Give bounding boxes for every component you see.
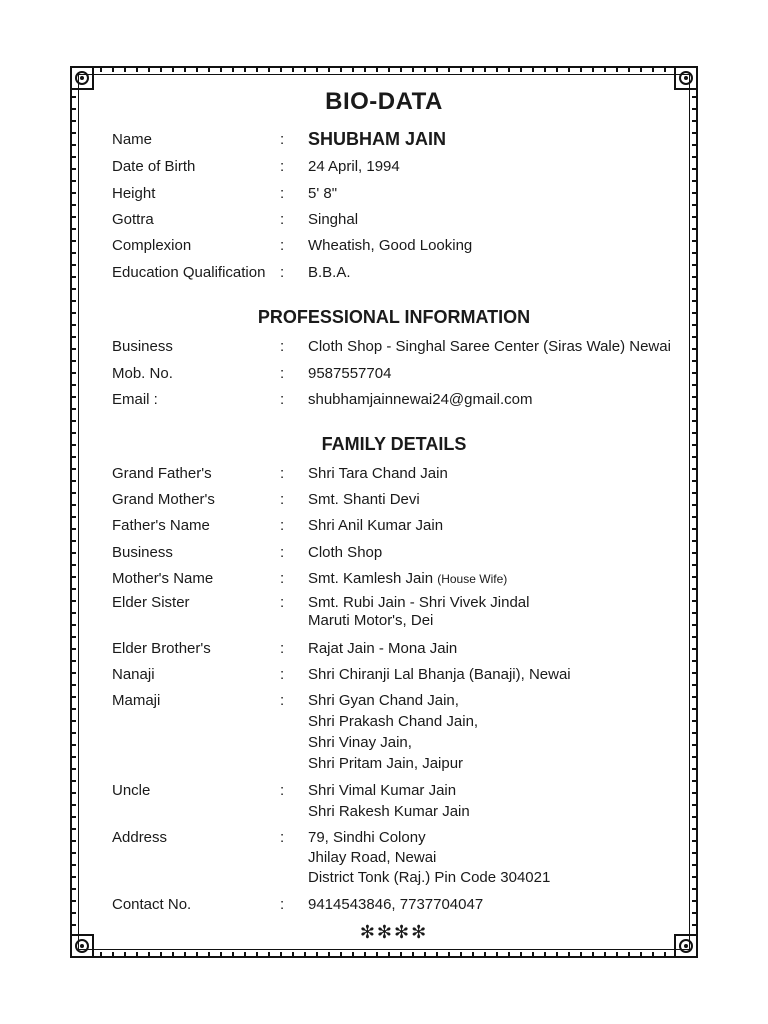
separator: : bbox=[280, 365, 285, 382]
field-label: Address bbox=[112, 829, 168, 846]
field-value: Shri Tara Chand Jain bbox=[308, 465, 448, 482]
field-label: Business bbox=[112, 544, 173, 561]
separator: : bbox=[280, 264, 285, 281]
field-label: Name bbox=[112, 131, 153, 148]
separator: : bbox=[280, 391, 285, 408]
field-label: Education Qualification bbox=[112, 264, 266, 281]
field-value: Shri Chiranji Lal Bhanja (Banaji), Newai bbox=[308, 666, 571, 683]
value-line: Shri Vinay Jain, bbox=[308, 734, 412, 751]
field-label: Grand Father's bbox=[112, 465, 212, 482]
field-label: Elder Sister bbox=[112, 594, 190, 611]
field-value bbox=[308, 594, 529, 630]
mother-note: (House Wife) bbox=[437, 572, 508, 586]
field-value: 9414543846, 7737704047 bbox=[308, 896, 484, 913]
border-dots-bottom bbox=[100, 952, 668, 956]
field-value: Rajat Jain - Mona Jain bbox=[308, 640, 458, 657]
field-label: Elder Brother's bbox=[112, 640, 211, 657]
value-line: Shri Prakash Chand Jain, bbox=[308, 713, 479, 730]
separator: : bbox=[280, 570, 285, 587]
field-label: Grand Mother's bbox=[112, 491, 215, 508]
separator: : bbox=[280, 896, 285, 913]
separator: : bbox=[280, 517, 285, 534]
field-value: SHUBHAM JAIN bbox=[308, 129, 447, 149]
separator: : bbox=[280, 594, 285, 611]
field-label: Email : bbox=[112, 391, 158, 408]
separator: : bbox=[280, 211, 285, 228]
field-value: Singhal bbox=[308, 211, 359, 228]
field-value: Cloth Shop - Singhal Saree Center (Siras Wale) Newai bbox=[308, 338, 671, 355]
field-value: Wheatish, Good Looking bbox=[308, 237, 473, 254]
section-heading-professional: PROFESSIONAL INFORMATION bbox=[257, 307, 531, 327]
field-value: Smt. Shanti Devi bbox=[308, 491, 420, 508]
border-dots-right bbox=[692, 96, 696, 928]
separator: : bbox=[280, 782, 285, 799]
field-label: Father's Name bbox=[112, 517, 210, 534]
field-value bbox=[308, 780, 470, 822]
field-value: 9587557704 bbox=[308, 365, 392, 382]
footer-stars: ✻✻✻✻ bbox=[359, 922, 429, 942]
field-value bbox=[308, 568, 507, 590]
separator: : bbox=[280, 544, 285, 561]
field-label: Mother's Name bbox=[112, 570, 214, 587]
separator: : bbox=[280, 131, 285, 148]
value-line: Maruti Motor's, Dei bbox=[308, 612, 434, 629]
field-label: Mob. No. bbox=[112, 365, 173, 382]
separator: : bbox=[280, 237, 285, 254]
field-label: Uncle bbox=[112, 782, 151, 799]
field-value: 24 April, 1994 bbox=[308, 158, 400, 175]
separator: : bbox=[280, 158, 285, 175]
field-label: Height bbox=[112, 185, 156, 202]
section-heading-family: FAMILY DETAILS bbox=[321, 434, 467, 454]
separator: : bbox=[280, 465, 285, 482]
border-dots-left bbox=[72, 96, 76, 928]
field-label: Complexion bbox=[112, 237, 192, 254]
field-label: Nanaji bbox=[112, 666, 155, 683]
separator: : bbox=[280, 491, 285, 508]
field-value: shubhamjainnewai24@gmail.com bbox=[308, 391, 533, 408]
value-line: Shri Vimal Kumar Jain bbox=[308, 782, 457, 799]
field-value bbox=[308, 828, 550, 888]
value-line: 79, Sindhi Colony bbox=[308, 829, 426, 846]
separator: : bbox=[280, 185, 285, 202]
separator: : bbox=[280, 640, 285, 657]
field-value: Cloth Shop bbox=[308, 544, 383, 561]
field-label: Date of Birth bbox=[112, 158, 196, 175]
value-line: Shri Rakesh Kumar Jain bbox=[308, 803, 470, 820]
mother-name: Smt. Kamlesh Jain bbox=[308, 570, 434, 587]
value-line: Shri Pritam Jain, Jaipur bbox=[308, 755, 464, 772]
value-line: District Tonk (Raj.) Pin Code 304021 bbox=[308, 869, 551, 886]
field-label: Gottra bbox=[112, 211, 154, 228]
field-value: 5' 8" bbox=[308, 185, 338, 202]
field-label: Mamaji bbox=[112, 692, 161, 709]
value-line: Shri Gyan Chand Jain, bbox=[308, 692, 459, 709]
value-line: Smt. Rubi Jain - Shri Vivek Jindal bbox=[308, 594, 530, 611]
field-label: Business bbox=[112, 338, 173, 355]
field-value: B.B.A. bbox=[308, 264, 351, 281]
separator: : bbox=[280, 338, 285, 355]
separator: : bbox=[280, 692, 285, 709]
document-title: BIO-DATA bbox=[325, 88, 443, 115]
separator: : bbox=[280, 829, 285, 846]
field-value: Shri Anil Kumar Jain bbox=[308, 517, 444, 534]
separator: : bbox=[280, 666, 285, 683]
border-dots-top bbox=[100, 68, 668, 72]
value-line: Jhilay Road, Newai bbox=[308, 849, 437, 866]
field-value bbox=[308, 690, 478, 774]
field-label: Contact No. bbox=[112, 896, 192, 913]
